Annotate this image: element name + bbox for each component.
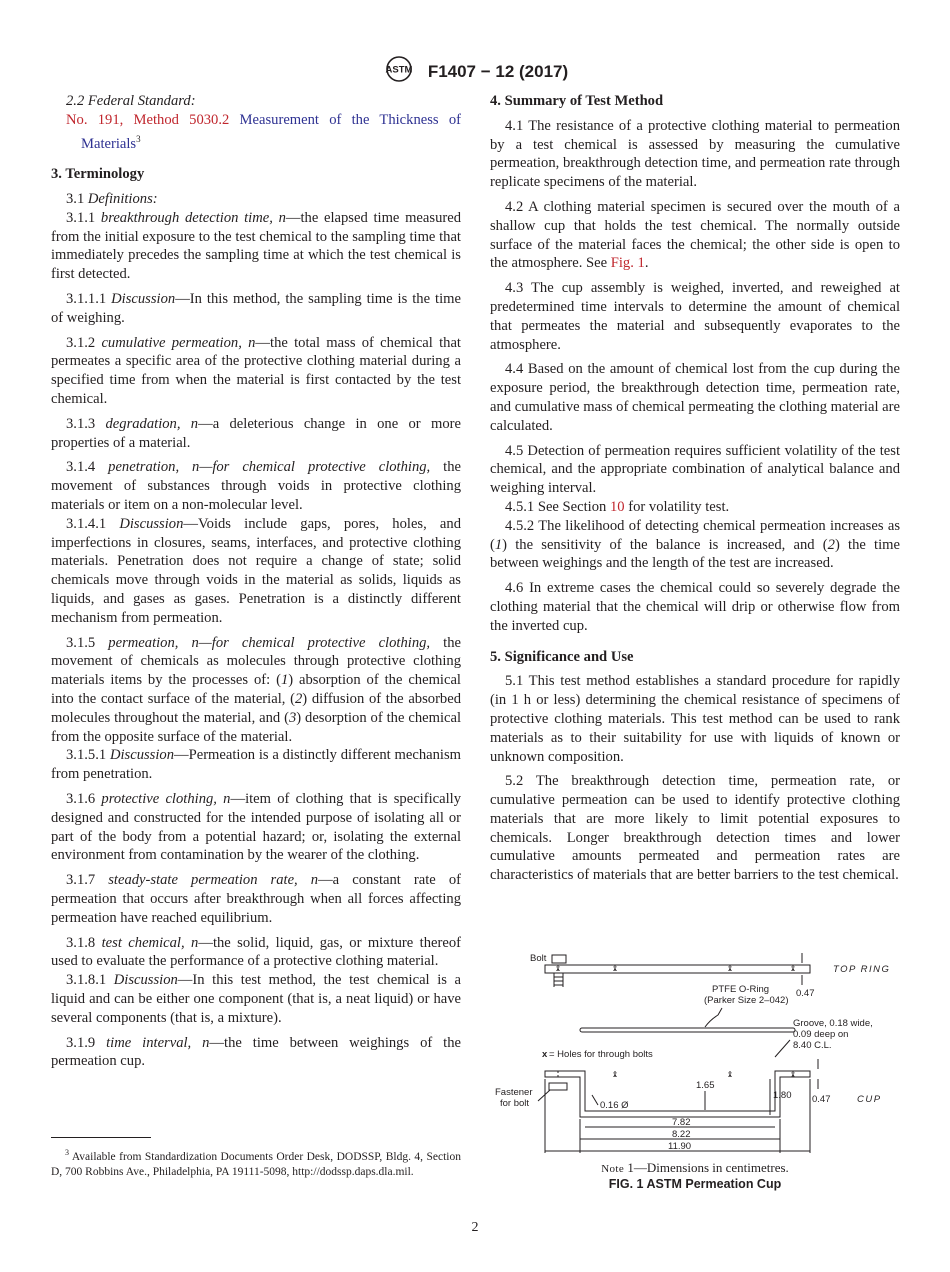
- para-4-4: 4.4 Based on the amount of chemical lost from the cup during the exposure period, the breakthrough detection time, permeation rate, and cumulative mass of chemical permeating the clothing material are calculated.: [490, 361, 900, 434]
- o-ring-shape: [580, 1028, 795, 1032]
- cup-rim-thickness-label: 0.47: [812, 1094, 831, 1105]
- hole-mark: x: [791, 1070, 795, 1079]
- reference-title-link[interactable]: Measurement of the Thickness of Materials: [81, 111, 461, 152]
- cup-label: CUP: [857, 1094, 882, 1105]
- para-4-2: 4.2 A clothing material specimen is secured over the mouth of a shallow cup that holds the test chemical. The normally outside surface of the material faces the chemical; the other side is open to the atmosphere. See Fig. 1.: [490, 198, 900, 272]
- mid-width-label: 8.22: [672, 1129, 691, 1140]
- footnote-3: $^3$ Available from Standardization Documents Order Desk, DODSSP, Bldg. 4, Section D, 700 Robbins Ave., Philadelphia, PA 19111-5098, http://dodssp.daps.dla.mil.: [51, 1148, 461, 1178]
- para-3-1-1: 3.1.1 breakthrough detection time, n—the elapsed time measured from the initial exposure to the test chemical to the sampling time that immediately precedes the sampling time at which the test chemical is first detected.: [51, 209, 462, 283]
- hole-mark: x: [791, 964, 795, 973]
- section-5-heading: 5. Significance and Use: [490, 648, 634, 665]
- para-3-1: 3.1 Definitions:: [66, 191, 158, 208]
- para-4-5-1: 4.5.1 See Section 10 for volatility test.: [505, 498, 730, 515]
- figure-note: Note 1—Dimensions in centimetres.: [601, 1160, 789, 1175]
- top-ring-label: TOP RING: [833, 964, 891, 975]
- para-3-1-5: 3.1.5 permeation, n—for chemical protective clothing, the movement of chemicals as molecules through protective clothing materials items by the processes of: (1) absorption of the chemical into the contact surface of the material, (2) diffusion of the absorbed molecules throughout the material, and (3) desorption of the chemical from the opposite surface of the material.: [51, 634, 462, 745]
- section-2-2-heading: 2.2 Federal Standard:: [66, 93, 196, 109]
- figure-caption: FIG. 1 ASTM Permeation Cup: [608, 1177, 782, 1191]
- hole-mark: x: [613, 964, 617, 973]
- para-4-3: 4.3 The cup assembly is weighed, inverted, and reweighed at predetermined time intervals to determine the amount of chemical that permeates the material and subsequently evaporates to the atmosphere.: [490, 280, 900, 353]
- o-ring-label-2: (Parker Size 2–042): [704, 995, 789, 1006]
- para-3-1-4-1: 3.1.4.1 Discussion—Voids include gaps, pores, holes, and imperfections in closures, seams, interfaces, and protective clothing materials. Penetration does not require a change of state; solid chemicals move through voids in the material as solids, liquids as liquids, and gases as gases. Penetration is a distinctly different mechanism from permeation.: [51, 515, 461, 626]
- page-header: [0, 56, 950, 87]
- hole-mark: x: [613, 1070, 617, 1079]
- para-3-1-2: 3.1.2 cumulative permeation, n—the total mass of chemical that permeates a specific area of the protective clothing material during a specified time from when the material is first contacted by the test chemical.: [51, 334, 461, 408]
- hole-mark: x: [728, 1070, 732, 1079]
- astm-logo-icon: [382, 56, 416, 87]
- document-id: F1407 − 12 (2017): [427, 61, 569, 81]
- fastener-label-2: for bolt: [500, 1098, 530, 1109]
- logo-text: ASTM: [385, 64, 413, 76]
- groove-label-2: 0.09 deep on: [793, 1029, 849, 1040]
- inner-width-label: 7.82: [672, 1117, 691, 1128]
- holes-legend-x: x: [542, 1049, 548, 1060]
- para-5-1: 5.1 This test method establishes a standard procedure for rapidly (in 1 h or less) determining the chemical resistance of specimens of protective clothing materials. This test method can be used to rank materials as to their suitability for use with liquids of known or unknown composition.: [490, 673, 900, 765]
- para-3-1-1-1: 3.1.1.1 Discussion—In this method, the sampling time is the time of weighing.: [51, 291, 461, 326]
- section-10-link[interactable]: 10: [609, 498, 625, 515]
- bolt-head-shape: [552, 955, 566, 963]
- para-3-1-8: 3.1.8 test chemical, n—the solid, liquid, gas, or mixture thereof used to evaluate the performance of a protective clothing material.: [51, 934, 461, 970]
- top-ring-shape: [545, 965, 810, 973]
- bolt-label: Bolt: [530, 953, 547, 964]
- para-3-1-3: 3.1.3 degradation, n—a deleterious change in one or more properties of a material.: [51, 415, 461, 451]
- cup-height-label: 1.80: [773, 1090, 792, 1101]
- para-4-1: 4.1 The resistance of a protective clothing material to permeation by a test chemical is assessed by measuring the cumulative permeation, breakthrough detection time, and permeation rate through replicate specimens of the material.: [490, 117, 900, 191]
- federal-standard-reference: No. 191, Method 5030.2 Measurement of the Thickness of Materials$^3$: [66, 111, 461, 152]
- hole-mark: x: [728, 964, 732, 973]
- fastener-label-1: Fastener: [495, 1087, 533, 1098]
- para-5-2: 5.2 The breakthrough detection time, permeation rate, or cumulative permeation can be used to identify protective clothing materials that are more likely to limit potential exposures to chemicals. Longer breakthrough detection times and lower cumulative amounts permeated and permeation rates are characteristics of materials that are better barriers to the test chemical.: [490, 773, 900, 884]
- hole-mark: x: [556, 964, 560, 973]
- section-3-heading: 3. Terminology: [51, 166, 145, 183]
- holes-legend-text: = Holes for through bolts: [549, 1049, 653, 1060]
- para-4-6: 4.6 In extreme cases the chemical could so severely degrade the clothing material that the chemical will drip or otherwise flow from the inverted cup.: [490, 580, 900, 634]
- reference-link[interactable]: No. 191, Method 5030.2: [66, 111, 230, 128]
- para-3-1-9: 3.1.9 time interval, n—the time between weighings of the permeation cup.: [51, 1034, 461, 1070]
- groove-label-3: 8.40 C.L.: [793, 1040, 832, 1051]
- left-column: [51, 92, 461, 1077]
- fig-1-link[interactable]: Fig. 1: [610, 255, 645, 272]
- depth-label: 1.65: [696, 1080, 715, 1091]
- top-ring-thickness-label: 0.47: [796, 988, 815, 999]
- hole-diameter-label: 0.16 Ø: [600, 1100, 629, 1111]
- footnote-rule: [51, 1137, 151, 1138]
- para-3-1-4: 3.1.4 penetration, n—for chemical protective clothing, the movement of substances through voids in protective clothing materials or item on a non-molecular level.: [51, 459, 461, 513]
- fastener-shape: [549, 1083, 567, 1090]
- para-3-1-5-1: 3.1.5.1 Discussion—Permeation is a distinctly different mechanism from penetration.: [51, 747, 461, 783]
- page-number: 2: [471, 1220, 479, 1235]
- para-3-1-6: 3.1.6 protective clothing, n—item of clothing that is specifically designed and constructed for the intended purpose of isolating all or part of the body from a potential hazard; or, isolating the external environment from contamination by the wearer of the clothing.: [51, 790, 461, 864]
- para-4-5: 4.5 Detection of permeation requires sufficient volatility of the test chemical, and the appropriate combination of analytical balance and weighing interval.: [490, 442, 900, 497]
- o-ring-label-1: PTFE O-Ring: [712, 984, 770, 995]
- groove-label-1: Groove, 0.18 wide,: [793, 1018, 873, 1029]
- para-4-5-2: 4.5.2 The likelihood of detecting chemical permeation increases as (1) the sensitivity of the balance is increased, and (2) the time between weighings and the length of the test are increased.: [490, 517, 900, 572]
- para-3-1-7: 3.1.7 steady-state permeation rate, n—a constant rate of permeation that occurs after breakthrough when all forces affecting permeation have reached equilibrium.: [51, 872, 461, 926]
- section-4-heading: 4. Summary of Test Method: [490, 93, 664, 109]
- figure-1-diagram: [490, 945, 900, 1160]
- outer-width-label: 11.90: [668, 1141, 692, 1152]
- right-column: [490, 92, 900, 891]
- permeation-cup-drawing: [490, 945, 900, 1155]
- para-3-1-8-1: 3.1.8.1 Discussion—In this test method, the test chemical is a liquid and can be either one component (that is, a neat liquid) or have several components (that is, a mixture).: [51, 972, 461, 1026]
